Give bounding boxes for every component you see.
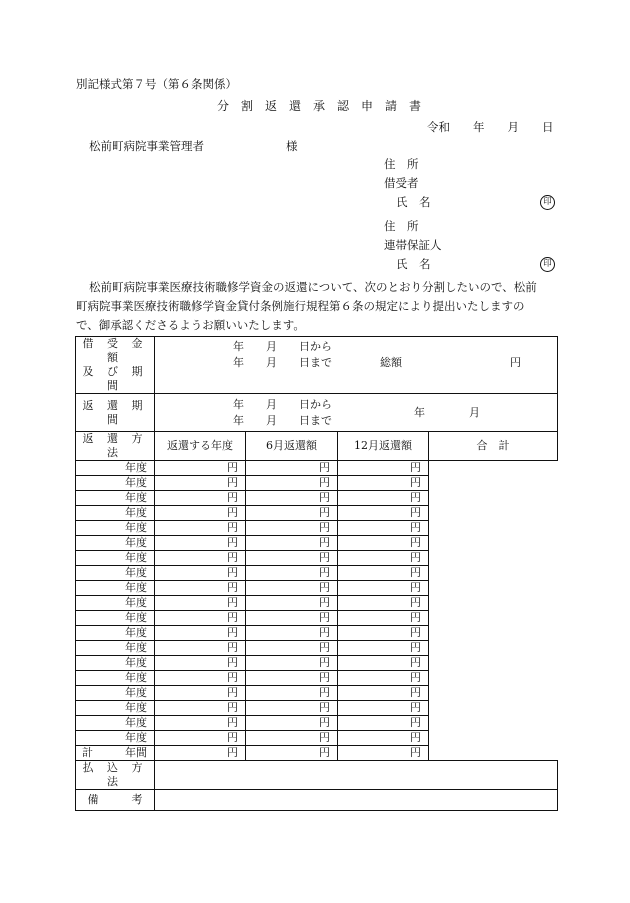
period-total: 年 月 <box>414 406 480 419</box>
borrower-name-label: 氏 名 <box>396 195 431 209</box>
total-amount-cell[interactable]: 円 <box>338 701 429 716</box>
dec-amount-cell[interactable]: 円 <box>246 611 338 626</box>
total-amount-cell[interactable]: 円 <box>338 686 429 701</box>
period-label: 返 還 期 間 <box>76 394 155 432</box>
guarantor-role: 連帯保証人 <box>384 238 442 252</box>
total-amount-cell[interactable]: 円 <box>338 596 429 611</box>
dec-amount-cell[interactable]: 円 <box>246 716 338 731</box>
document-title: 分 割 返 還 承 認 申 請 書 <box>217 99 422 113</box>
borrower-address-label: 住 所 <box>384 157 419 171</box>
col-june-header: 6月返還額 <box>246 432 338 461</box>
application-table <box>75 336 558 811</box>
method-header-row <box>76 432 558 461</box>
body-line-2: 町病院事業医療技術職修学資金貸付条例施行規程第６条の規定により提出いたしますの <box>76 299 525 313</box>
table-row <box>76 641 558 656</box>
dec-amount-cell[interactable]: 円 <box>246 536 338 551</box>
table-row <box>76 671 558 686</box>
dec-amount-cell[interactable]: 円 <box>246 596 338 611</box>
guarantor-address-label: 住 所 <box>384 219 419 233</box>
loan-to: 年 月 日まで <box>233 356 332 369</box>
dec-amount-cell[interactable]: 円 <box>246 701 338 716</box>
dec-amount-cell[interactable]: 円 <box>246 671 338 686</box>
total-amount-cell[interactable]: 円 <box>338 506 429 521</box>
total-amount-cell[interactable]: 円 <box>338 716 429 731</box>
loan-total-label: 総額 <box>380 356 402 369</box>
june-amount-cell[interactable]: 円 <box>155 731 246 746</box>
table-row <box>76 581 558 596</box>
body-line-3: で、御承認くださるようお願いいたします。 <box>76 318 305 332</box>
sum-june[interactable]: 円 <box>155 746 246 761</box>
dec-amount-cell[interactable]: 円 <box>246 626 338 641</box>
june-amount-cell[interactable]: 円 <box>155 551 246 566</box>
june-amount-cell[interactable]: 円 <box>155 596 246 611</box>
total-amount-cell[interactable]: 円 <box>338 461 429 476</box>
year-cell[interactable]: 年度 <box>76 596 155 611</box>
guarantor-name-label: 氏 名 <box>396 257 431 271</box>
total-amount-cell[interactable]: 円 <box>338 671 429 686</box>
june-amount-cell[interactable]: 円 <box>155 611 246 626</box>
sum-years: 年間 <box>125 746 147 759</box>
total-amount-cell[interactable]: 円 <box>338 521 429 536</box>
guarantor-seal: 印 <box>540 257 555 272</box>
dec-amount-cell[interactable]: 円 <box>246 686 338 701</box>
dec-amount-cell[interactable]: 円 <box>246 491 338 506</box>
dec-amount-cell[interactable]: 円 <box>246 641 338 656</box>
sum-total[interactable]: 円 <box>338 746 429 761</box>
year-cell[interactable]: 年度 <box>76 731 155 746</box>
total-amount-cell[interactable]: 円 <box>338 581 429 596</box>
total-amount-cell[interactable]: 円 <box>338 551 429 566</box>
col-dec-header: 12月返還額 <box>338 432 429 461</box>
dec-amount-cell[interactable]: 円 <box>246 566 338 581</box>
june-amount-cell[interactable]: 円 <box>155 671 246 686</box>
loan-label-cell <box>76 337 155 394</box>
table-row <box>76 611 558 626</box>
table-row <box>76 686 558 701</box>
june-amount-cell[interactable]: 円 <box>155 476 246 491</box>
method-label: 返 還 方 法 <box>76 432 155 461</box>
loan-total-yen: 円 <box>510 356 521 369</box>
borrower-role: 借受者 <box>384 176 419 190</box>
june-amount-cell[interactable]: 円 <box>155 581 246 596</box>
remarks-label: 備 考 <box>76 790 155 811</box>
total-amount-cell[interactable]: 円 <box>338 611 429 626</box>
dec-amount-cell[interactable]: 円 <box>246 581 338 596</box>
total-amount-cell[interactable]: 円 <box>338 641 429 656</box>
june-amount-cell[interactable]: 円 <box>155 566 246 581</box>
total-amount-cell[interactable]: 円 <box>338 491 429 506</box>
table-row <box>76 716 558 731</box>
borrower-seal: 印 <box>540 195 555 210</box>
period-to: 年 月 日まで <box>233 414 332 427</box>
payment-label: 払 込 方 法 <box>76 761 155 790</box>
total-amount-cell[interactable]: 円 <box>338 476 429 491</box>
sum-label-cell[interactable] <box>76 746 155 761</box>
dec-amount-cell[interactable]: 円 <box>246 551 338 566</box>
body-line-1: 松前町病院事業医療技術職修学資金の返還について、次のとおり分割したいので、松前 <box>89 280 537 294</box>
loan-from: 年 月 日から <box>233 340 332 353</box>
payment-row <box>76 761 558 790</box>
june-amount-cell[interactable]: 円 <box>155 701 246 716</box>
col-total-header: 合 計 <box>429 432 558 461</box>
guarantor-seal-mark <box>540 255 555 272</box>
table-row <box>76 506 558 521</box>
dec-amount-cell[interactable]: 円 <box>246 506 338 521</box>
year-cell[interactable]: 年度 <box>76 461 155 476</box>
addressee-suffix: 様 <box>286 139 298 153</box>
year-cell[interactable]: 年度 <box>76 521 155 536</box>
year-cell[interactable]: 年度 <box>76 506 155 521</box>
table-row <box>76 596 558 611</box>
year-cell[interactable]: 年度 <box>76 641 155 656</box>
june-amount-cell[interactable]: 円 <box>155 461 246 476</box>
table-row <box>76 731 558 746</box>
year-cell[interactable]: 年度 <box>76 686 155 701</box>
borrower-seal-mark <box>540 193 555 210</box>
form-number: 別記様式第７号（第６条関係） <box>76 77 237 91</box>
loan-value-cell[interactable] <box>155 337 558 394</box>
year-cell[interactable]: 年度 <box>76 626 155 641</box>
year-cell[interactable]: 年度 <box>76 476 155 491</box>
total-amount-cell[interactable]: 円 <box>338 536 429 551</box>
year-cell[interactable]: 年度 <box>76 581 155 596</box>
table-row <box>76 656 558 671</box>
table-row <box>76 461 558 476</box>
sum-dec[interactable]: 円 <box>246 746 338 761</box>
loan-label-2: 及 び 期 間 <box>82 365 148 392</box>
addressee-org: 松前町病院事業管理者 <box>89 139 204 153</box>
remarks-value[interactable] <box>155 790 558 811</box>
dec-amount-cell[interactable]: 円 <box>246 461 338 476</box>
period-from: 年 月 日から <box>233 398 332 411</box>
total-amount-cell[interactable]: 円 <box>338 566 429 581</box>
table-row <box>76 551 558 566</box>
period-row <box>76 394 558 432</box>
payment-value[interactable] <box>155 761 558 790</box>
june-amount-cell[interactable]: 円 <box>155 656 246 671</box>
year-cell[interactable]: 年度 <box>76 491 155 506</box>
june-amount-cell[interactable]: 円 <box>155 641 246 656</box>
period-value-cell[interactable] <box>155 394 558 432</box>
col-year-header: 返還する年度 <box>155 432 246 461</box>
year-cell[interactable]: 年度 <box>76 551 155 566</box>
dec-amount-cell[interactable]: 円 <box>246 731 338 746</box>
june-amount-cell[interactable]: 円 <box>155 536 246 551</box>
table-row <box>76 626 558 641</box>
year-cell[interactable]: 年度 <box>76 671 155 686</box>
total-amount-cell[interactable]: 円 <box>338 731 429 746</box>
year-cell[interactable]: 年度 <box>76 611 155 626</box>
june-amount-cell[interactable]: 円 <box>155 491 246 506</box>
dec-amount-cell[interactable]: 円 <box>246 521 338 536</box>
june-amount-cell[interactable]: 円 <box>155 506 246 521</box>
table-row <box>76 521 558 536</box>
year-cell[interactable]: 年度 <box>76 716 155 731</box>
table-row <box>76 476 558 491</box>
table-row <box>76 566 558 581</box>
year-cell[interactable]: 年度 <box>76 656 155 671</box>
loan-label-1: 借 受 金 額 <box>82 337 148 364</box>
june-amount-cell[interactable]: 円 <box>155 686 246 701</box>
total-amount-cell[interactable]: 円 <box>338 626 429 641</box>
date-line: 令和 年 月 日 <box>427 120 554 134</box>
june-amount-cell[interactable]: 円 <box>155 521 246 536</box>
remarks-row <box>76 790 558 811</box>
table-row <box>76 701 558 716</box>
june-amount-cell[interactable]: 円 <box>155 716 246 731</box>
june-amount-cell[interactable]: 円 <box>155 626 246 641</box>
dec-amount-cell[interactable]: 円 <box>246 476 338 491</box>
total-amount-cell[interactable]: 円 <box>338 656 429 671</box>
dec-amount-cell[interactable]: 円 <box>246 656 338 671</box>
year-cell[interactable]: 年度 <box>76 701 155 716</box>
loan-row <box>76 337 558 394</box>
table-row <box>76 491 558 506</box>
sum-row <box>76 746 558 761</box>
table-row <box>76 536 558 551</box>
year-cell[interactable]: 年度 <box>76 566 155 581</box>
sum-label: 計 <box>82 746 93 759</box>
year-cell[interactable]: 年度 <box>76 536 155 551</box>
